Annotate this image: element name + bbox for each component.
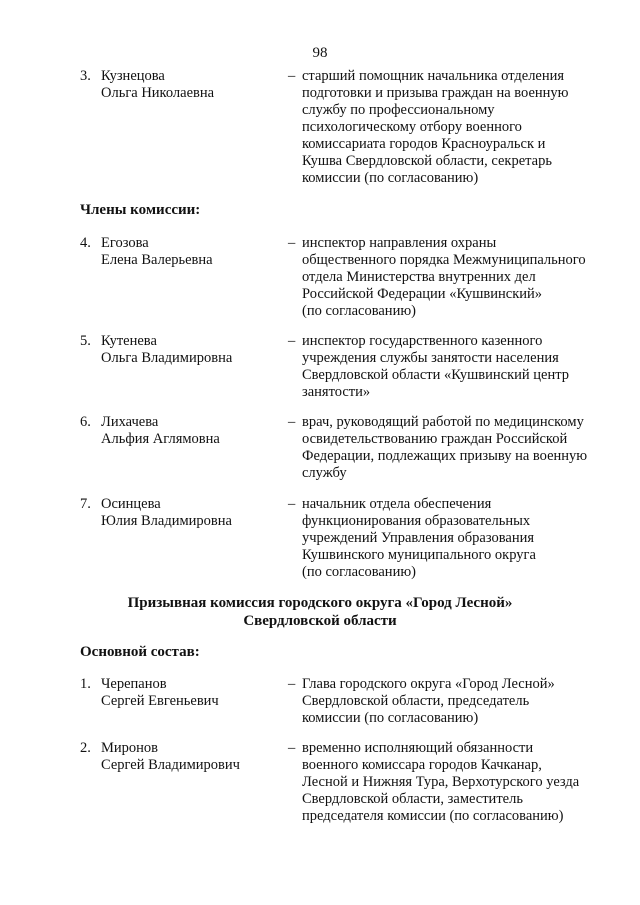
item-number: 5. bbox=[80, 333, 91, 349]
dash: – bbox=[288, 333, 296, 349]
dash: – bbox=[288, 496, 296, 512]
person-role: временно исполняющий обязанности военного комиссара городов Качканар, Лесной и Нижняя Тура, Верхотурского уезда Свердловской области, заместитель председателя комиссии (по согласованию) bbox=[302, 740, 580, 824]
item-number: 1. bbox=[80, 676, 91, 692]
dash: – bbox=[288, 68, 296, 84]
person-role: старший помощник начальника отделения подготовки и призыва граждан на военную службу по профессиональному психологическому отбору военного комиссариата городов Красноуральск и Кушва Свердловской области, секретарь комиссии (по согласованию) bbox=[302, 68, 569, 186]
person-role: начальник отдела обеспечения функционирования образовательных учреждений Управления образования Кушвинского муниципального округа (по согласованию) bbox=[302, 496, 536, 580]
person-name: Кутенева Ольга Владимировна bbox=[101, 333, 233, 366]
person-name: Черепанов Сергей Евгеньевич bbox=[101, 676, 219, 709]
person-role: инспектор государственного казенного учреждения службы занятости населения Свердловской области «Кушвинский центр занятости» bbox=[302, 333, 569, 400]
dash: – bbox=[288, 235, 296, 251]
person-name: Осинцева Юлия Владимировна bbox=[101, 496, 232, 529]
item-number: 2. bbox=[80, 740, 91, 756]
item-number: 4. bbox=[80, 235, 91, 251]
person-role: Глава городского округа «Город Лесной» Свердловской области, председатель комиссии (по согласованию) bbox=[302, 676, 555, 726]
person-role: врач, руководящий работой по медицинскому освидетельствованию граждан Российской Федерации, подлежащих призыву на военную службу bbox=[302, 414, 588, 481]
dash: – bbox=[288, 740, 296, 756]
person-name: Кузнецова Ольга Николаевна bbox=[101, 68, 215, 101]
item-number: 3. bbox=[80, 68, 91, 84]
person-name: Миронов Сергей Владимирович bbox=[101, 740, 240, 773]
item-number: 7. bbox=[80, 496, 91, 512]
main-composition-heading: Основной состав: bbox=[80, 644, 200, 660]
dash: – bbox=[288, 414, 296, 430]
dash: – bbox=[288, 676, 296, 692]
members-heading: Члены комиссии: bbox=[80, 202, 201, 218]
page-number: 98 bbox=[312, 45, 328, 61]
commission-title: Призывная комиссия городского округа «Город Лесной» Свердловской области bbox=[127, 595, 513, 629]
person-role: инспектор направления охраны общественного порядка Межмуниципального отдела Министерства внутренних дел Российской Федерации «Кушвинский» (по согласованию) bbox=[302, 235, 586, 319]
person-name: Егозова Елена Валерьевна bbox=[101, 235, 213, 268]
item-number: 6. bbox=[80, 414, 91, 430]
person-name: Лихачева Альфия Аглямовна bbox=[101, 414, 220, 447]
